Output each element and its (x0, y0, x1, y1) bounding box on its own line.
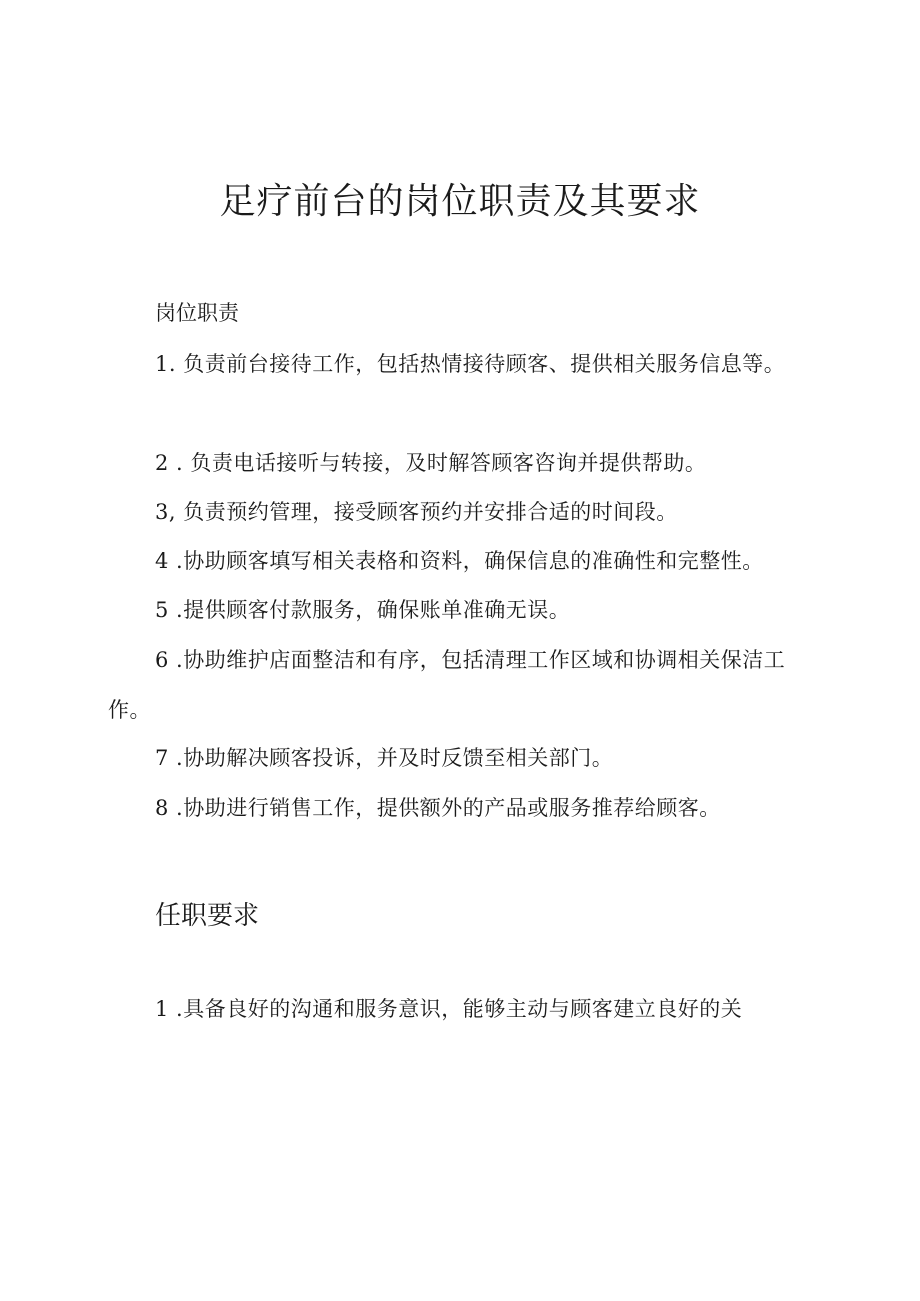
requirements-section-heading: 任职要求 (155, 901, 260, 931)
duties-section-label: 岗位职责 (155, 301, 239, 325)
duty-item-7: 7 .协助解决顾客投诉，并及时反馈至相关部门。 (155, 746, 614, 770)
duty-item-2: 2 . 负责电话接听与转接，及时解答顾客咨询并提供帮助。 (155, 451, 707, 475)
requirement-item-1: 1 .具备良好的沟通和服务意识，能够主动与顾客建立良好的关 (155, 997, 743, 1021)
duty-item-3: 3, 负责预约管理，接受顾客预约并安排合适的时间段。 (155, 500, 678, 524)
duty-item-6: 6 .协助维护店面整洁和有序，包括清理工作区域和协调相关保洁工作。 (108, 648, 786, 722)
duty-item-8: 8 .协助进行销售工作，提供额外的产品或服务推荐给顾客。 (155, 796, 721, 820)
document-title: 足疗前台的岗位职责及其要求 (219, 181, 701, 222)
duty-item-5: 5 .提供顾客付款服务，确保账单准确无误。 (155, 598, 571, 622)
duty-item-1: 1. 负责前台接待工作，包括热情接待顾客、提供相关服务信息等。 (155, 352, 786, 376)
duty-item-4: 4 .协助顾客填写相关表格和资料，确保信息的准确性和完整性。 (155, 549, 764, 573)
